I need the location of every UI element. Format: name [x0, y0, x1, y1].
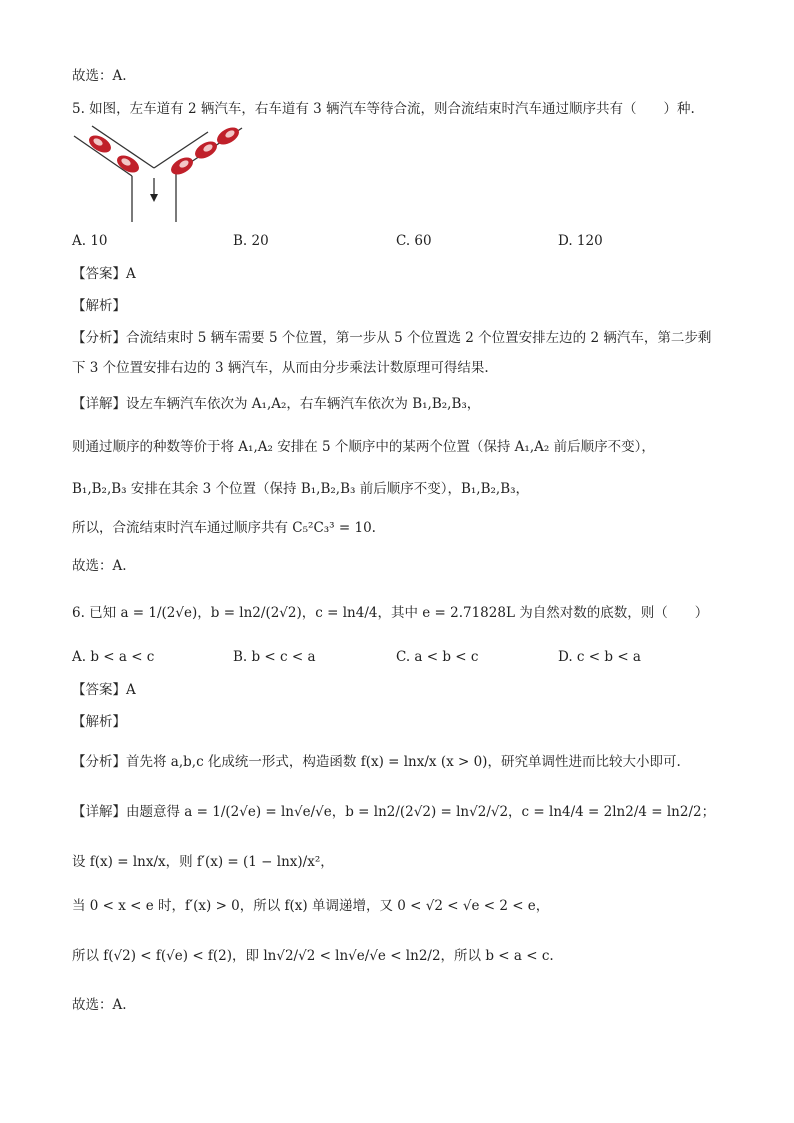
q5-option-a: A. 10: [72, 233, 108, 249]
q5-fenxi-1: 【分析】合流结束时 5 辆车需要 5 个位置，第一步从 5 个位置选 2 个位置安排左边的 2 辆汽车，第二步剩: [72, 330, 712, 346]
q5-option-c: C. 60: [396, 233, 432, 249]
q5-jiexi: 【解析】: [72, 298, 126, 314]
q6-detail-2: 设 f(x) = lnx/x，则 f′(x) = (1 − lnx)/x²，: [72, 854, 334, 870]
q5-choose: 故选：A.: [72, 558, 127, 574]
q5-answer: 【答案】A: [72, 266, 136, 282]
car-icon: [114, 152, 142, 176]
q6-jiexi: 【解析】: [72, 714, 126, 730]
q5-fenxi-2: 下 3 个位置安排右边的 3 辆汽车，从而由分步乘法计数原理可得结果.: [72, 360, 489, 376]
q5-stem: 5. 如图，左车道有 2 辆汽车，右车道有 3 辆汽车等待合流，则合流结束时汽车通过顺序共有（ ）种.: [72, 101, 695, 117]
q6-detail-3: 当 0 < x < e 时，f′(x) > 0，所以 f(x) 单调递增，又 0 < √2 < √e < 2 < e，: [72, 898, 550, 914]
q5-detail-1: 【详解】设左车辆汽车依次为 A₁,A₂，右车辆汽车依次为 B₁,B₂,B₃，: [72, 396, 481, 412]
car-icon: [168, 154, 196, 178]
q6-detail-1: 【详解】由题意得 a = 1/(2√e) = ln√e/√e，b = ln2/(2√2) = ln√2/√2，c = ln4/4 = 2ln2/4 = ln2/2；: [72, 804, 716, 820]
q5-detail-2: 则通过顺序的种数等价于将 A₁,A₂ 安排在 5 个顺序中的某两个位置（保持 A₁,A₂ 前后顺序不变），: [72, 439, 655, 455]
q5-detail-3: B₁,B₂,B₃ 安排在其余 3 个位置（保持 B₁,B₂,B₃ 前后顺序不变），B₁,B₂,B₃，: [72, 481, 530, 497]
car-icon: [86, 132, 114, 156]
q6-option-c: C. a < b < c: [396, 649, 479, 665]
q6-answer: 【答案】A: [72, 682, 136, 698]
q6-choose: 故选：A.: [72, 997, 127, 1013]
q4-choose: 故选：A.: [72, 68, 127, 84]
q6-fenxi: 【分析】首先将 a,b,c 化成统一形式，构造函数 f(x) = lnx/x (x > 0)，研究单调性进而比较大小即可.: [72, 754, 681, 770]
traffic-merge-figure: [72, 122, 252, 230]
q5-option-b: B. 20: [233, 233, 269, 249]
q6-detail-4: 所以 f(√2) < f(√e) < f(2)，即 ln√2/√2 < ln√e/√e < ln2/2，所以 b < a < c.: [72, 948, 554, 964]
q5-detail-4: 所以，合流结束时汽车通过顺序共有 C₅²C₃³ = 10.: [72, 520, 376, 536]
q6-option-d: D. c < b < a: [558, 649, 641, 665]
q6-option-a: A. b < a < c: [72, 649, 155, 665]
q6-option-b: B. b < c < a: [233, 649, 316, 665]
q5-option-d: D. 120: [558, 233, 603, 249]
q6-stem: 6. 已知 a = 1/(2√e)，b = ln2/(2√2)，c = ln4/4，其中 e = 2.71828L 为自然对数的底数，则（ ）: [72, 605, 709, 621]
